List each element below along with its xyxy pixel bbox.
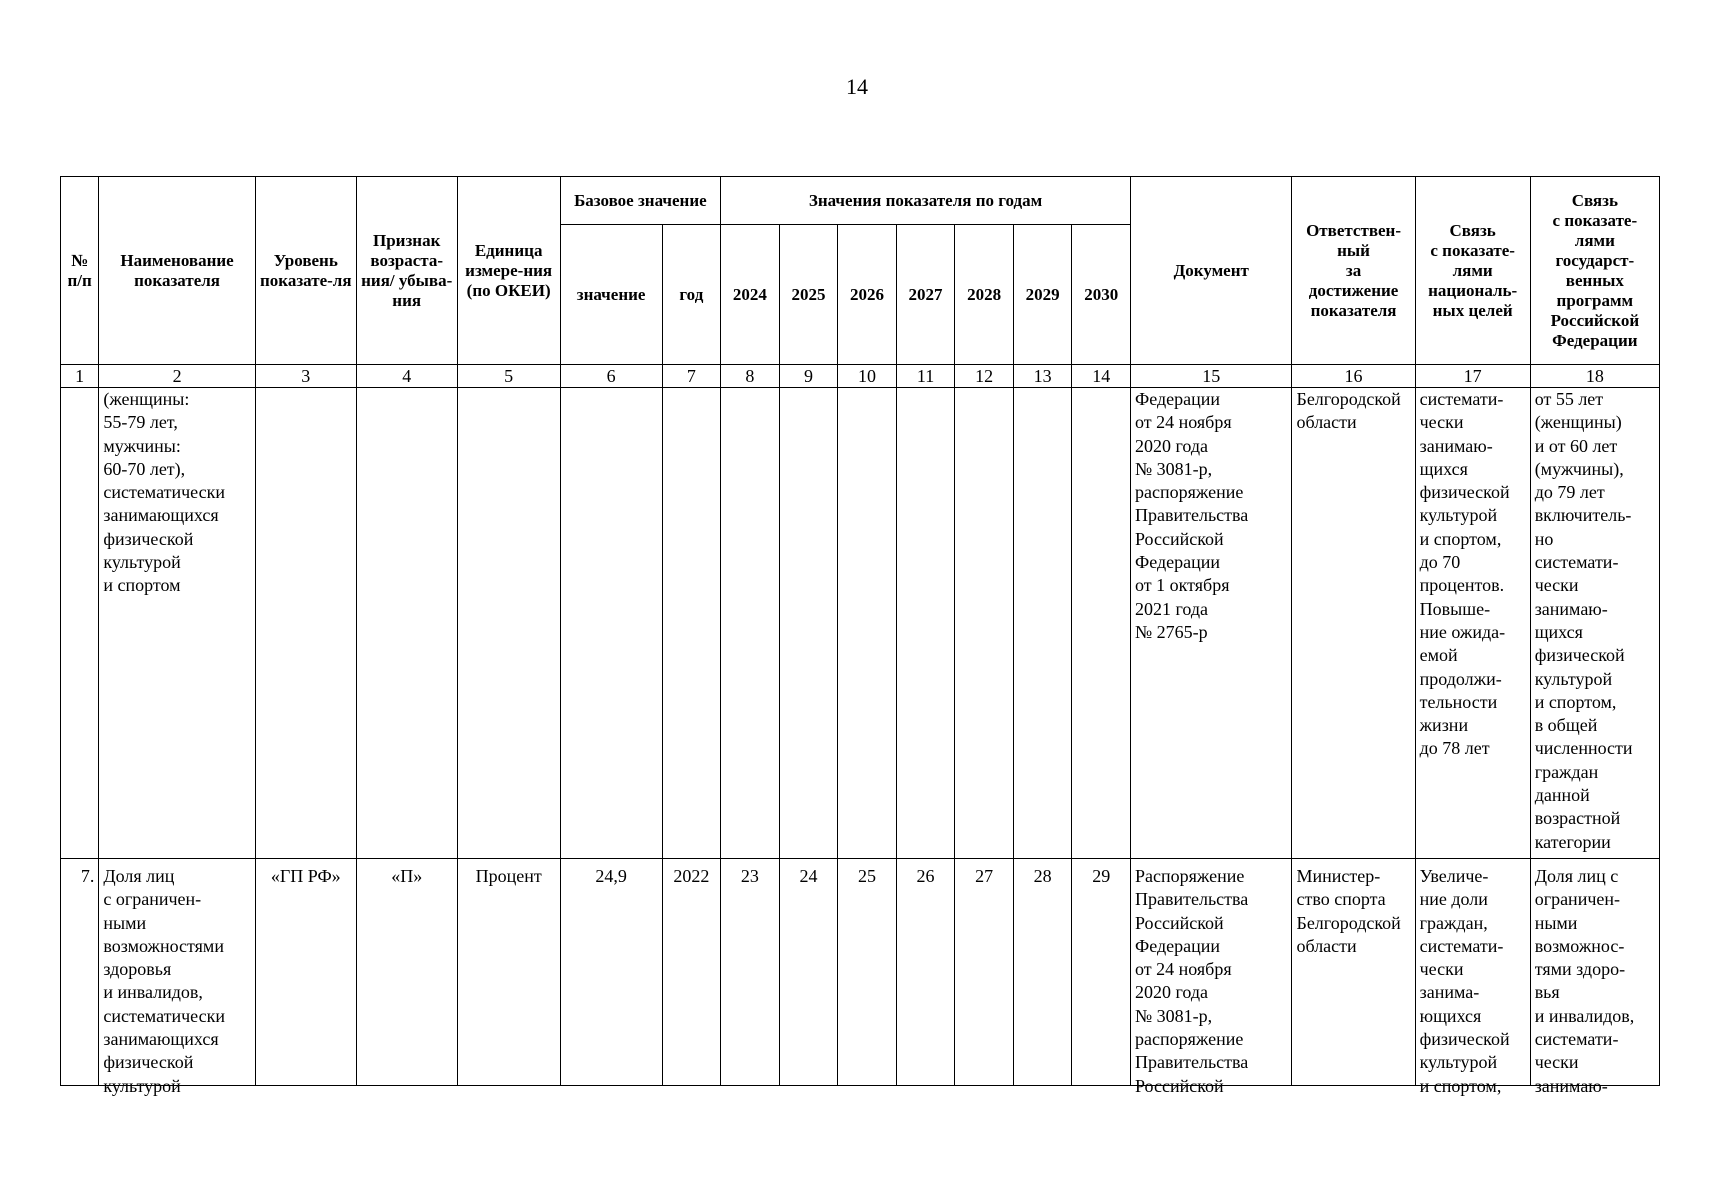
header-year-2030: 2030 [1072, 225, 1131, 365]
header-base-group: Базовое значение [560, 177, 721, 225]
header-year-2027: 2027 [896, 225, 955, 365]
header-year-2025: 2025 [779, 225, 838, 365]
row-num [61, 859, 99, 1086]
column-number: 9 [779, 365, 838, 388]
row-year-2028-text: 27 [975, 866, 994, 886]
header-unit: Единица измере-ния (по ОКЕИ) [457, 177, 560, 365]
row-national-goals-text: Увеличе- ние доли граждан, системати- чески занима- ющихся физической культурой и спортом, [1419, 866, 1510, 1096]
column-number: 3 [255, 365, 356, 388]
header-base-year: год [662, 225, 721, 365]
header-name: Наименование показателя [99, 177, 255, 365]
row-base-year [662, 388, 721, 859]
header-national-goals: Связь с показате-лями националь-ных целей [1415, 177, 1530, 365]
column-number: 1 [61, 365, 99, 388]
column-number: 14 [1072, 365, 1131, 388]
row-num-text: 7. [80, 866, 95, 886]
row-base-value [560, 388, 662, 859]
row-year-2025-text: 24 [799, 866, 818, 886]
row-name: (женщины: 55-79 лет, мужчины: 60-70 лет), систематически занимающихся физической культурой и спортом [99, 388, 255, 859]
row-year-value [721, 859, 780, 1086]
row-level [255, 388, 356, 859]
row-responsible: Белгородской области [1292, 388, 1415, 859]
row-base-year-text: 2022 [673, 866, 710, 886]
row-num [61, 388, 99, 859]
row-name-text: Доля лиц с ограничен- ными возможностями здоровья и инвалидов, систематически занимающихся физической культурой [103, 866, 225, 1096]
row-state-programs-text: Доля лиц с ограничен- ными возможнос- тями здоро- вья и инвалидов, системати- чески занимаю- [1534, 866, 1635, 1096]
header-year-2026: 2026 [838, 225, 897, 365]
column-numbers-row [61, 365, 1660, 388]
header-level: Уровень показате-ля [255, 177, 356, 365]
column-number: 7 [662, 365, 721, 388]
row-unit-text: Процент [475, 866, 542, 886]
row-year-value [896, 388, 955, 859]
header-years-group: Значения показателя по годам [721, 177, 1131, 225]
row-year-value [955, 388, 1014, 859]
header-year-2029: 2029 [1013, 225, 1072, 365]
row-document-text: Распоряжение Правительства Российской Федерации от 24 ноября 2020 года № 3081-р, распоряжение Правительства Российской [1134, 866, 1249, 1096]
column-number: 12 [955, 365, 1014, 388]
row-sign [356, 388, 457, 859]
header-document: Документ [1130, 177, 1292, 365]
row-state-programs [1530, 859, 1659, 1096]
row-year-value [1072, 859, 1131, 1086]
row-year-value [1072, 388, 1131, 859]
row-responsible-text: Министер- ство спорта Белгородской области [1296, 866, 1401, 956]
column-number: 11 [896, 365, 955, 388]
row-year-value [1013, 859, 1072, 1086]
header-year-2028: 2028 [955, 225, 1014, 365]
row-sign [356, 859, 457, 1086]
row-year-2027-text: 26 [916, 866, 935, 886]
row-state-programs: от 55 лет (женщины) и от 60 лет (мужчины), до 79 лет включитель- но системати- чески занимаю- щихся физической культурой и спортом, в общей численности граждан данной возрастной категории [1530, 388, 1659, 859]
row-year-value [779, 388, 838, 859]
row-document: Федерации от 24 ноября 2020 года № 3081-р, распоряжение Правительства Российской Федерации от 1 октября 2021 года № 2765-р [1130, 388, 1292, 859]
row-year-value [838, 388, 897, 859]
column-number: 2 [99, 365, 255, 388]
row-unit [457, 859, 560, 1086]
indicators-table [60, 176, 1660, 1096]
row-base-value [560, 859, 662, 1086]
column-number: 5 [457, 365, 560, 388]
table-row [61, 388, 1660, 859]
column-number: 17 [1415, 365, 1530, 388]
row-national-goals [1415, 859, 1530, 1096]
row-name [99, 859, 255, 1096]
row-year-2024-text: 23 [740, 866, 759, 886]
column-number: 4 [356, 365, 457, 388]
row-year-2030-text: 29 [1092, 866, 1111, 886]
table-row [61, 859, 1660, 1086]
row-level-text: «ГП РФ» [270, 866, 341, 886]
column-number: 16 [1292, 365, 1415, 388]
row-unit [457, 388, 560, 859]
header-state-programs: Связь с показате-лями государст-венных программ Российской Федерации [1530, 177, 1659, 365]
column-number: 13 [1013, 365, 1072, 388]
row-base-year [662, 859, 721, 1086]
header-num: № п/п [61, 177, 99, 365]
column-number: 6 [560, 365, 662, 388]
column-number: 15 [1130, 365, 1292, 388]
row-level [255, 859, 356, 1086]
column-number: 10 [838, 365, 897, 388]
row-year-value [779, 859, 838, 1086]
page-number: 14 [846, 74, 868, 99]
row-responsible [1292, 859, 1415, 1086]
header-year-2024: 2024 [721, 225, 780, 365]
header-base-value: значение [560, 225, 662, 365]
column-number: 8 [721, 365, 780, 388]
row-sign-text: «П» [391, 866, 423, 886]
row-year-value [721, 388, 780, 859]
row-year-value [955, 859, 1014, 1086]
row-year-2026-text: 25 [857, 866, 876, 886]
row-base-value-text: 24,9 [595, 866, 627, 886]
row-national-goals: системати- чески занимаю- щихся физической культурой и спортом, до 70 процентов. Повыше- ние ожида- емой продолжи- тельности жизни до 78 лет [1415, 388, 1530, 859]
row-year-2029-text: 28 [1033, 866, 1052, 886]
header-responsible: Ответствен-ный за достижение показателя [1292, 177, 1415, 365]
header-sign: Признак возраста-ния/ убыва-ния [356, 177, 457, 365]
row-year-value [838, 859, 897, 1086]
row-year-value [896, 859, 955, 1086]
column-number: 18 [1530, 365, 1659, 388]
row-document [1130, 859, 1292, 1096]
row-year-value [1013, 388, 1072, 859]
